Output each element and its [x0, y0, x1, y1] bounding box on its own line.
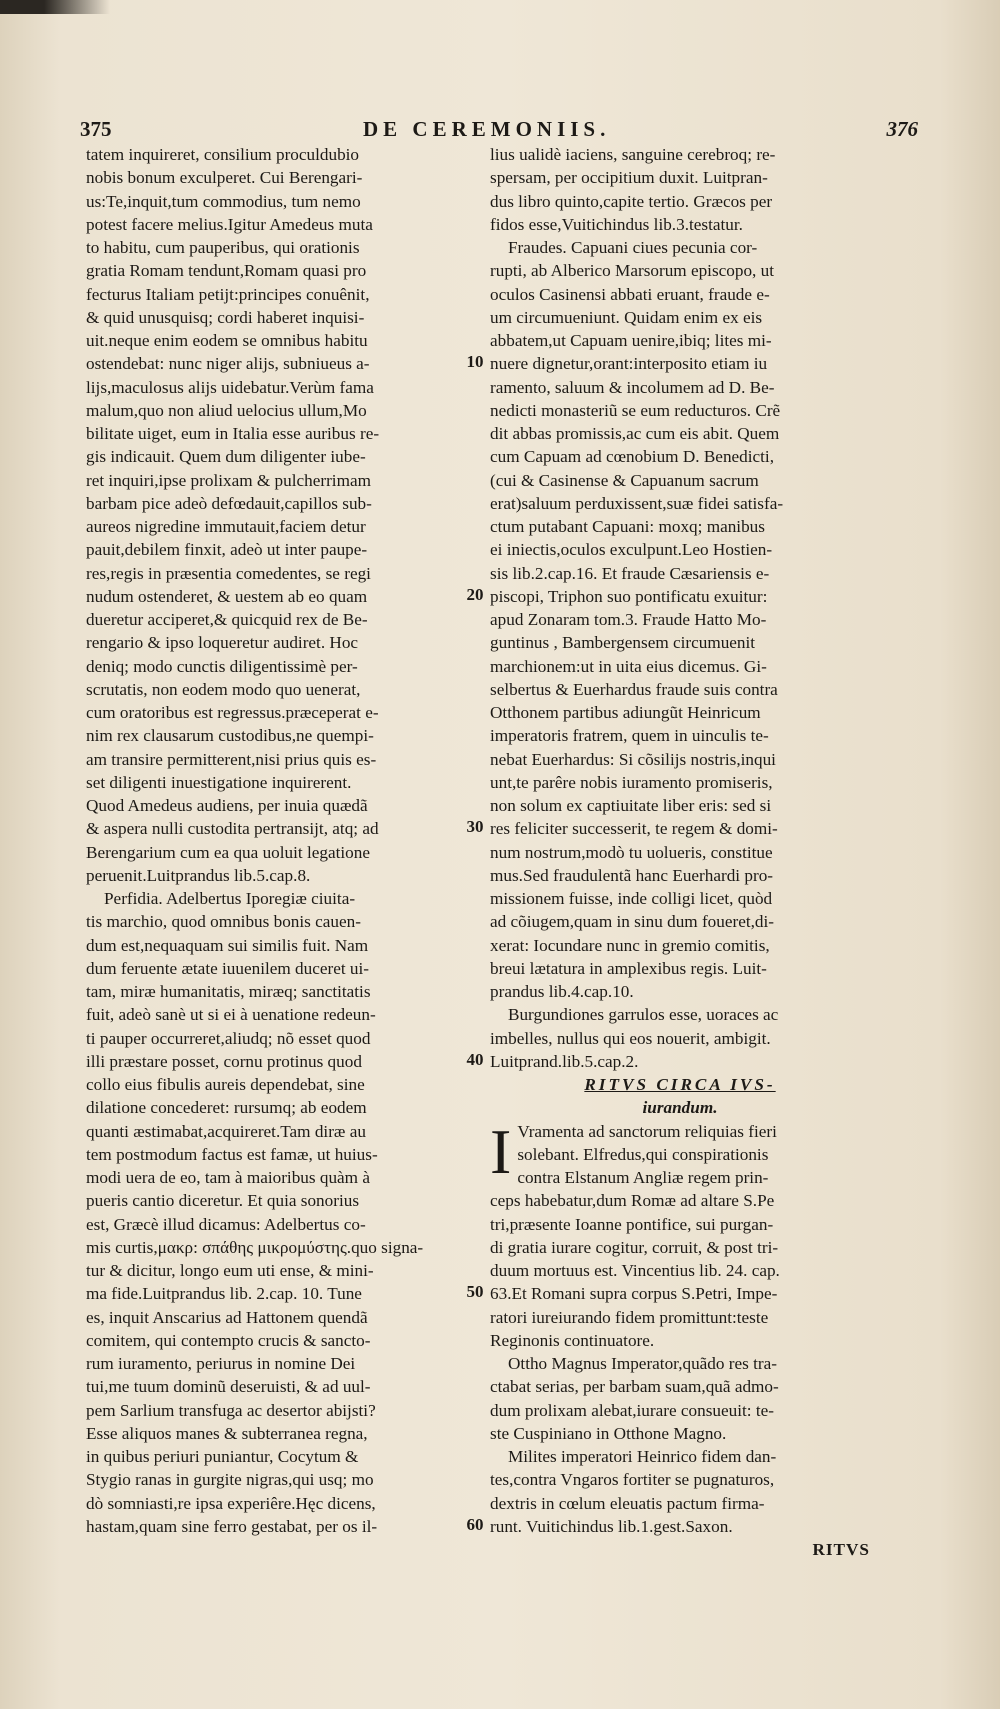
text-line: peruenit.Luitprandus lib.5.cap.8. [86, 865, 311, 885]
right-column-part-1 [490, 143, 870, 1073]
text-line: Stygio ranas in gurgite nigras,qui usq; mo [86, 1470, 374, 1490]
text-line: illi præstare posset, cornu protinus quod [86, 1051, 362, 1071]
text-line: est, Græcè illud dicamus: Adelbertus co- [86, 1214, 366, 1234]
text-line: quanti æstimabat,acquireret.Tam diræ au [86, 1121, 366, 1141]
text-line: mus.Sed fraudulentã hanc Euerhardi pro- [490, 865, 774, 885]
text-line: tam, miræ humanitatis, miræq; sanctitatis [86, 982, 371, 1001]
text-line: res,regis in præsentia comedentes, se regi [86, 563, 371, 583]
text-line: imperatoris fratrem, quem in uinculis te- [490, 726, 769, 746]
text-line: nuere dignetur,orant:interposito etiam iu [490, 354, 768, 374]
text-line: ceps habebatur,dum Romæ ad altare S.Pe [490, 1191, 775, 1211]
text-line: marchionem:ut in uita eius dicemus. Gi- [490, 656, 767, 676]
text-line: cum oratoribus est regressus.præceperat e- [86, 703, 379, 722]
right-column-part-2 [490, 1115, 870, 1539]
text-line: guntinus , Bambergensem circumuenit [490, 633, 756, 653]
text-line: imbelles, nullus qui eos nouerit, ambigit. [490, 1028, 771, 1048]
text-line: to habitu, cum pauperibus, qui orationis [86, 238, 360, 257]
text-line: dò somniasti,re ipsa experiêre.Hęc dicens, [86, 1493, 376, 1513]
text-line: solebant. Elfredus,qui conspirationis [517, 1144, 769, 1164]
text-line: tui,me tuum dominũ deseruisti, & ad uul- [86, 1377, 371, 1397]
text-line: xerat: Iocundare nunc in gremio comitis, [490, 935, 770, 955]
text-line: aureos nigredine immutauit,faciem detur [86, 517, 366, 536]
text-line: Otthonem partibus adiungũt Heinricum [490, 703, 761, 722]
text-line: dextris in cœlum eleuatis pactum firma- [490, 1493, 765, 1513]
text-line: gis indicauit. Quem dum diligenter iube- [86, 447, 366, 467]
text-line: apud Zonaram tom.3. Fraude Hatto Mo- [490, 610, 767, 629]
margin-line-number: 10 [466, 352, 484, 372]
text-line: dueretur acciperet,& quicquid rex de Be- [86, 610, 368, 629]
text-line: tes,contra Vngaros fortiter se pugnaturos, [490, 1470, 775, 1490]
text-line: prandus lib.4.cap.10. [490, 982, 634, 1001]
text-line: Fraudes. Capuani ciues pecunia cor- [508, 238, 758, 257]
margin-line-number: 40 [466, 1049, 484, 1069]
catchword: RITVS [812, 1540, 870, 1559]
scan-edge-shadow [0, 0, 110, 14]
text-line: duum mortuus est. Vincentius lib. 24. cap. [490, 1261, 780, 1280]
text-line: Luitprand.lib.5.cap.2. [490, 1051, 639, 1071]
text-line: ctabat serias, per barbam suam,quã admo- [490, 1377, 779, 1397]
text-line: dilatione concederet: rursumq; ab eodem [86, 1098, 367, 1118]
text-line: sis lib.2.cap.16. Et fraude Cæsariensis e- [490, 563, 770, 583]
text-line: pem Sarlium transfuga ac desertor abijsti? [86, 1400, 376, 1420]
text-line: non solum ex captiuitate liber eris: sed si [490, 796, 772, 815]
text-line: pueris cantio diceretur. Et quia sonorius [86, 1191, 360, 1211]
text-line: ma fide.Luitprandus lib. 2.cap. 10. Tune [86, 1284, 362, 1304]
text-line: um circumueniunt. Quidam enim ex eis [490, 307, 763, 327]
text-line: malum,quo non aliud uelocius ullum,Mo [86, 400, 367, 420]
text-line: dum prolixam alebat,iurare consueuit: te- [490, 1400, 774, 1420]
text-line: barbam pice adeò defœdauit,capillos sub- [86, 493, 372, 513]
text-line: Burgundiones garrulos esse, uoraces ac [508, 1005, 779, 1025]
text-line: ei iniectis,oculos exculpunt.Leo Hostien- [490, 540, 773, 560]
margin-line-number: 30 [466, 817, 484, 837]
margin-line-number: 50 [466, 1282, 484, 1302]
text-line: erat)saluum perduxissent,suæ fidei satisfa- [490, 493, 784, 513]
running-title: DE CEREMONIIS. [363, 117, 611, 141]
text-line: Perfidia. Adelbertus Iporegiæ ciuita- [104, 889, 356, 908]
text-line: tri,præsente Ioanne pontifice, sui purgan- [490, 1214, 774, 1234]
text-line: (cui & Casinense & Capuanum sacrum [490, 470, 759, 490]
text-line: dus libro quinto,capite tertio. Græcos per [490, 191, 773, 211]
text-line: tis marchio, quod omnibus bonis cauen- [86, 912, 361, 932]
text-line: ad cõiugem,quam in sinu dum foueret,di- [490, 912, 775, 932]
text-line: unt,te parêre nobis iuramento promiseris, [490, 772, 773, 792]
margin-line-number: 20 [466, 584, 484, 604]
text-line: Vramenta ad sanctorum reliquias fieri [517, 1121, 777, 1141]
text-line: Reginonis continuatore. [490, 1330, 655, 1350]
text-line: runt. Vuitichindus lib.1.gest.Saxon. [490, 1516, 733, 1536]
text-line: nobis bonum exculperet. Cui Berengari- [86, 168, 363, 188]
text-line: nim rex clausarum custodibus,ne quempi- [86, 726, 374, 746]
text-line: deniq; modo cunctis diligentissimè per- [86, 656, 358, 676]
text-line: us:Te,inquit,tum commodius, tum nemo [86, 191, 361, 211]
text-line: dum feruente ætate iuuenilem duceret ui- [86, 958, 370, 978]
text-line: lijs,maculosus alijs uidebatur.Verùm fama [86, 377, 374, 397]
section-heading: RITVS CIRCA IVS- [584, 1075, 776, 1094]
text-line: ctum putabant Capuani: moxq; manibus [490, 517, 765, 536]
text-line: am transire permitterent,nisi prius quis es- [86, 749, 377, 769]
text-line: cum Capuam ad cœnobium D. Benedicti, [490, 447, 775, 467]
text-line: & aspera nulli custodita pertransijt, atq; ad [86, 819, 379, 839]
text-line: & quid unusquisq; cordi haberet inquisi- [86, 307, 365, 327]
text-line: fidos esse,Vuitichindus lib.3.testatur. [490, 214, 743, 234]
text-line: fecturus Italiam petijt:principes conuênit, [86, 284, 370, 304]
text-line: comitem, qui contempto crucis & sancto- [86, 1330, 371, 1350]
text-line: ret inquiri,ipse prolixam & pulcherrimam [86, 470, 371, 490]
text-line: tur & dicitur, longo eum uti ense, & mini- [86, 1261, 374, 1280]
left-column [86, 143, 464, 1538]
text-line: Berengarium cum ea qua uoluit legatione [86, 842, 370, 862]
text-line: hastam,quam sine ferro gestabat, per os il- [86, 1516, 378, 1536]
text-line: breui lætatura in amplexibus regis. Luit- [490, 958, 767, 978]
right-column [490, 143, 870, 1561]
text-line: in quibus periuri puniantur, Cocytum & [86, 1447, 359, 1466]
text-line: ratori iureiurando fidem promittunt:teste [490, 1307, 769, 1327]
text-line: res feliciter successerit, te regem & domi- [490, 819, 778, 839]
text-line: selbertus & Euerhardus fraude suis contra [490, 679, 778, 699]
text-line: ste Cuspiniano in Otthone Magno. [490, 1423, 727, 1443]
text-line: set diligenti inuestigatione inquirerent. [86, 772, 352, 792]
text-line: dum est,nequaquam sui similis fuit. Nam [86, 935, 369, 955]
text-line: bilitate uiget, eum in Italia esse auribus re- [86, 424, 380, 443]
text-line: ramento, saluum & incolumem ad D. Be- [490, 377, 775, 397]
text-line: potest facere melius.Igitur Amedeus muta [86, 214, 373, 234]
drop-capital: I [490, 1115, 512, 1187]
text-line: rupti, ab Alberico Marsorum episcopo, ut [490, 261, 775, 281]
text-line: ti pauper occurreret,aliudq; nõ esset quod [86, 1028, 371, 1048]
text-line: scrutatis, non eodem modo quo uenerat, [86, 679, 361, 699]
text-line: tatem inquireret, consilium proculdubio [86, 145, 360, 164]
page-number-left: 375 [80, 117, 112, 141]
text-line: uit.neque enim eodem se omnibus habitu [86, 331, 368, 350]
text-line: rengario & ipso loqueretur audiret. Hoc [86, 633, 359, 653]
text-line: missionem fuisse, inde colligi licet, quòd [490, 889, 773, 908]
text-line: Ottho Magnus Imperator,quãdo res tra- [508, 1354, 777, 1373]
text-line: fuit, adeò sanè ut si ei à uenatione redeun- [86, 1005, 376, 1025]
text-line: es, inquit Anscarius ad Hattonem quendã [86, 1307, 368, 1327]
text-line: spersam, per occipitium duxit. Luitpran- [490, 168, 768, 188]
margin-line-number: 60 [466, 1514, 484, 1534]
text-line: di gratia iurare cogitur, corruit, & post tri- [490, 1237, 779, 1257]
text-line: abbatem,ut Capuam uenire,ibiq; lites mi- [490, 331, 772, 350]
text-line: collo eius fibulis aureis dependebat, sine [86, 1075, 365, 1094]
text-line: oculos Casinensi abbati eruant, fraude e- [490, 284, 770, 304]
text-line: 63.Et Romani supra corpus S.Petri, Impe- [490, 1284, 778, 1304]
text-line: ostendebat: nunc niger alijs, subniueus a- [86, 354, 370, 374]
text-line: contra Elstanum Angliæ regem prin- [517, 1168, 769, 1187]
text-line: num nostrum,modò tu uolueris, constitue [490, 842, 773, 862]
section-subheading: iurandum. [642, 1098, 718, 1118]
text-line: piscopi, Triphon suo pontificatu exuitur: [490, 586, 768, 606]
page-number-right: 376 [886, 117, 918, 141]
text-line: pauit,debilem finxit, adeò ut inter paupe- [86, 540, 368, 560]
text-line: nudum ostenderet, & uestem ab eo quam [86, 586, 368, 606]
text-line: Milites imperatori Heinrico fidem dan- [508, 1447, 777, 1466]
text-line: mis curtis,μακρ: σπάθης μικρομύστης.quo signa- [86, 1237, 424, 1257]
text-line: modi uera de eo, tam à maioribus quàm à [86, 1168, 370, 1187]
text-line: rum iuramento, periurus in nomine Dei [86, 1354, 356, 1373]
text-line: nedicti monasteriũ se eum reducturos. Crẽ [490, 400, 781, 420]
text-line: Quod Amedeus audiens, per inuia quædã [86, 796, 368, 815]
text-line: nebat Euerhardus: Si cõsilijs nostris,inqui [490, 749, 776, 769]
text-line: tem postmodum factus est famæ, ut huius- [86, 1144, 378, 1164]
text-line: gratia Romam tendunt,Romam quasi pro [86, 261, 367, 281]
text-line: lius ualidè iaciens, sanguine cerebroq; re- [490, 145, 776, 164]
text-line: Esse aliquos manes & subterranea regna, [86, 1423, 368, 1443]
text-line: dit abbas promissis,ac cum eis abit. Quem [490, 424, 780, 443]
